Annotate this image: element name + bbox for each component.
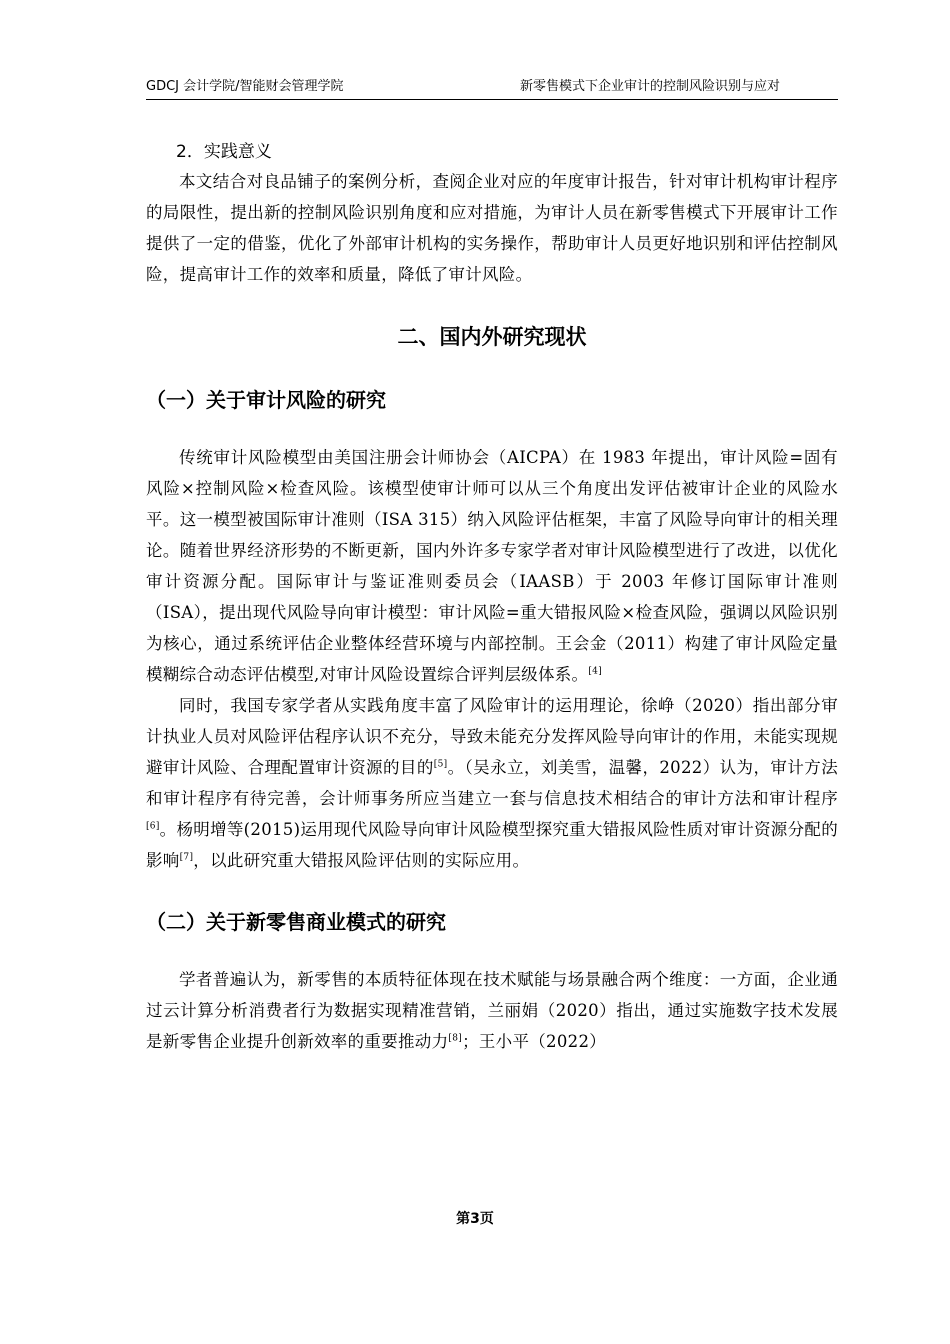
audit-risk-paragraph-2-text-b: 。（吴永立，刘美雪，温馨，2022）认为，审计方法和审计程序有待完善，会计师事务所应当建立一套与信息技术相结合的审计方法和审计程序 — [146, 758, 838, 808]
page-number: 第3页 — [456, 1211, 494, 1227]
audit-risk-paragraph-2-text-d: ，以此研究重大错报风险评估则的实际应用。 — [193, 851, 530, 870]
practical-significance-paragraph: 本文结合对良品铺子的案例分析，查阅企业对应的年度审计报告，针对审计机构审计程序的局限性，提出新的控制风险识别角度和应对措施，为审计人员在新零售模式下开展审计工作提供了一定的借鉴，优化了外部审计机构的实务操作，帮助审计人员更好地识别和评估控制风险，提高审计工作的效率和质量，降低了审计风险。 — [146, 172, 838, 284]
audit-risk-paragraph-2-text-a: 同时，我国专家学者从实践角度丰富了风险审计的运用理论，徐峥（2020）指出部分审计执业人员对风险评估程序认识不充分，导致未能充分发挥风险导向审计的作用，未能实现规避审计风险、合理配置审计资源的目的 — [146, 696, 838, 777]
audit-risk-paragraph-2-text-c: 。杨明增等(2015)运用现代风险导向审计风险模型探究重大错报风险性质对审计资源分配的影响 — [146, 820, 838, 870]
main-content — [146, 138, 838, 1057]
header-rule — [146, 99, 838, 100]
header-thesis-title: 新零售模式下企业审计的控制风险识别与应对 — [519, 79, 780, 94]
citation-5: [5] — [433, 759, 448, 770]
section-audit-risk-heading: （一）关于审计风险的研究 — [146, 388, 386, 412]
header-institution: GDCJ 会计学院/智能财会管理学院 — [146, 79, 344, 94]
practical-significance-heading: 2．实践意义 — [176, 142, 272, 162]
citation-4: [4] — [588, 666, 603, 677]
citation-8: [8] — [448, 1033, 463, 1044]
chapter-title: 二、国内外研究现状 — [397, 325, 587, 349]
new-retail-paragraph-1 — [146, 964, 838, 1057]
audit-risk-paragraph-1-text: 传统审计风险模型由美国注册会计师协会（AICPA）在 1983 年提出，审计风险=固有风险×控制风险×检查风险。该模型使审计师可以从三个角度出发评估被审计企业的风险水平。这一模型被国际审计准则（ISA 315）纳入风险评估框架，丰富了风险导向审计的相关理论。随着世界经济形势的不断更新，国内外许多专家学者对审计风险模型进行了改进，以优化审计资源分配。国际审计与鉴证准则委员会（IAASB）于 2003 年修订国际审计准则（ISA），提出现代风险导向审计模型：审计风险=重大错报风险×检查风险，强调以风险识别为核心，通过系统评估企业整体经营环境与内部控制。王会金（2011）构建了审计风险定量模糊综合动态评估模型,对审计风险设置综合评判层级体系。 — [146, 448, 838, 684]
section-new-retail-heading: （二）关于新零售商业模式的研究 — [146, 910, 446, 934]
new-retail-paragraph-1-text-b: ；王小平（2022） — [462, 1032, 607, 1051]
citation-6: [6] — [146, 821, 160, 832]
citation-7: [7] — [179, 852, 194, 863]
running-header — [146, 76, 838, 98]
new-retail-paragraph-1-text-a: 学者普遍认为，新零售的本质特征体现在技术赋能与场景融合两个维度：一方面，企业通过云计算分析消费者行为数据实现精准营销，兰丽娟（2020）指出，通过实施数字技术发展是新零售企业提升创新效率的重要推动力 — [146, 970, 838, 1051]
audit-risk-paragraph-2 — [146, 690, 838, 876]
audit-risk-paragraph-1 — [146, 442, 838, 690]
